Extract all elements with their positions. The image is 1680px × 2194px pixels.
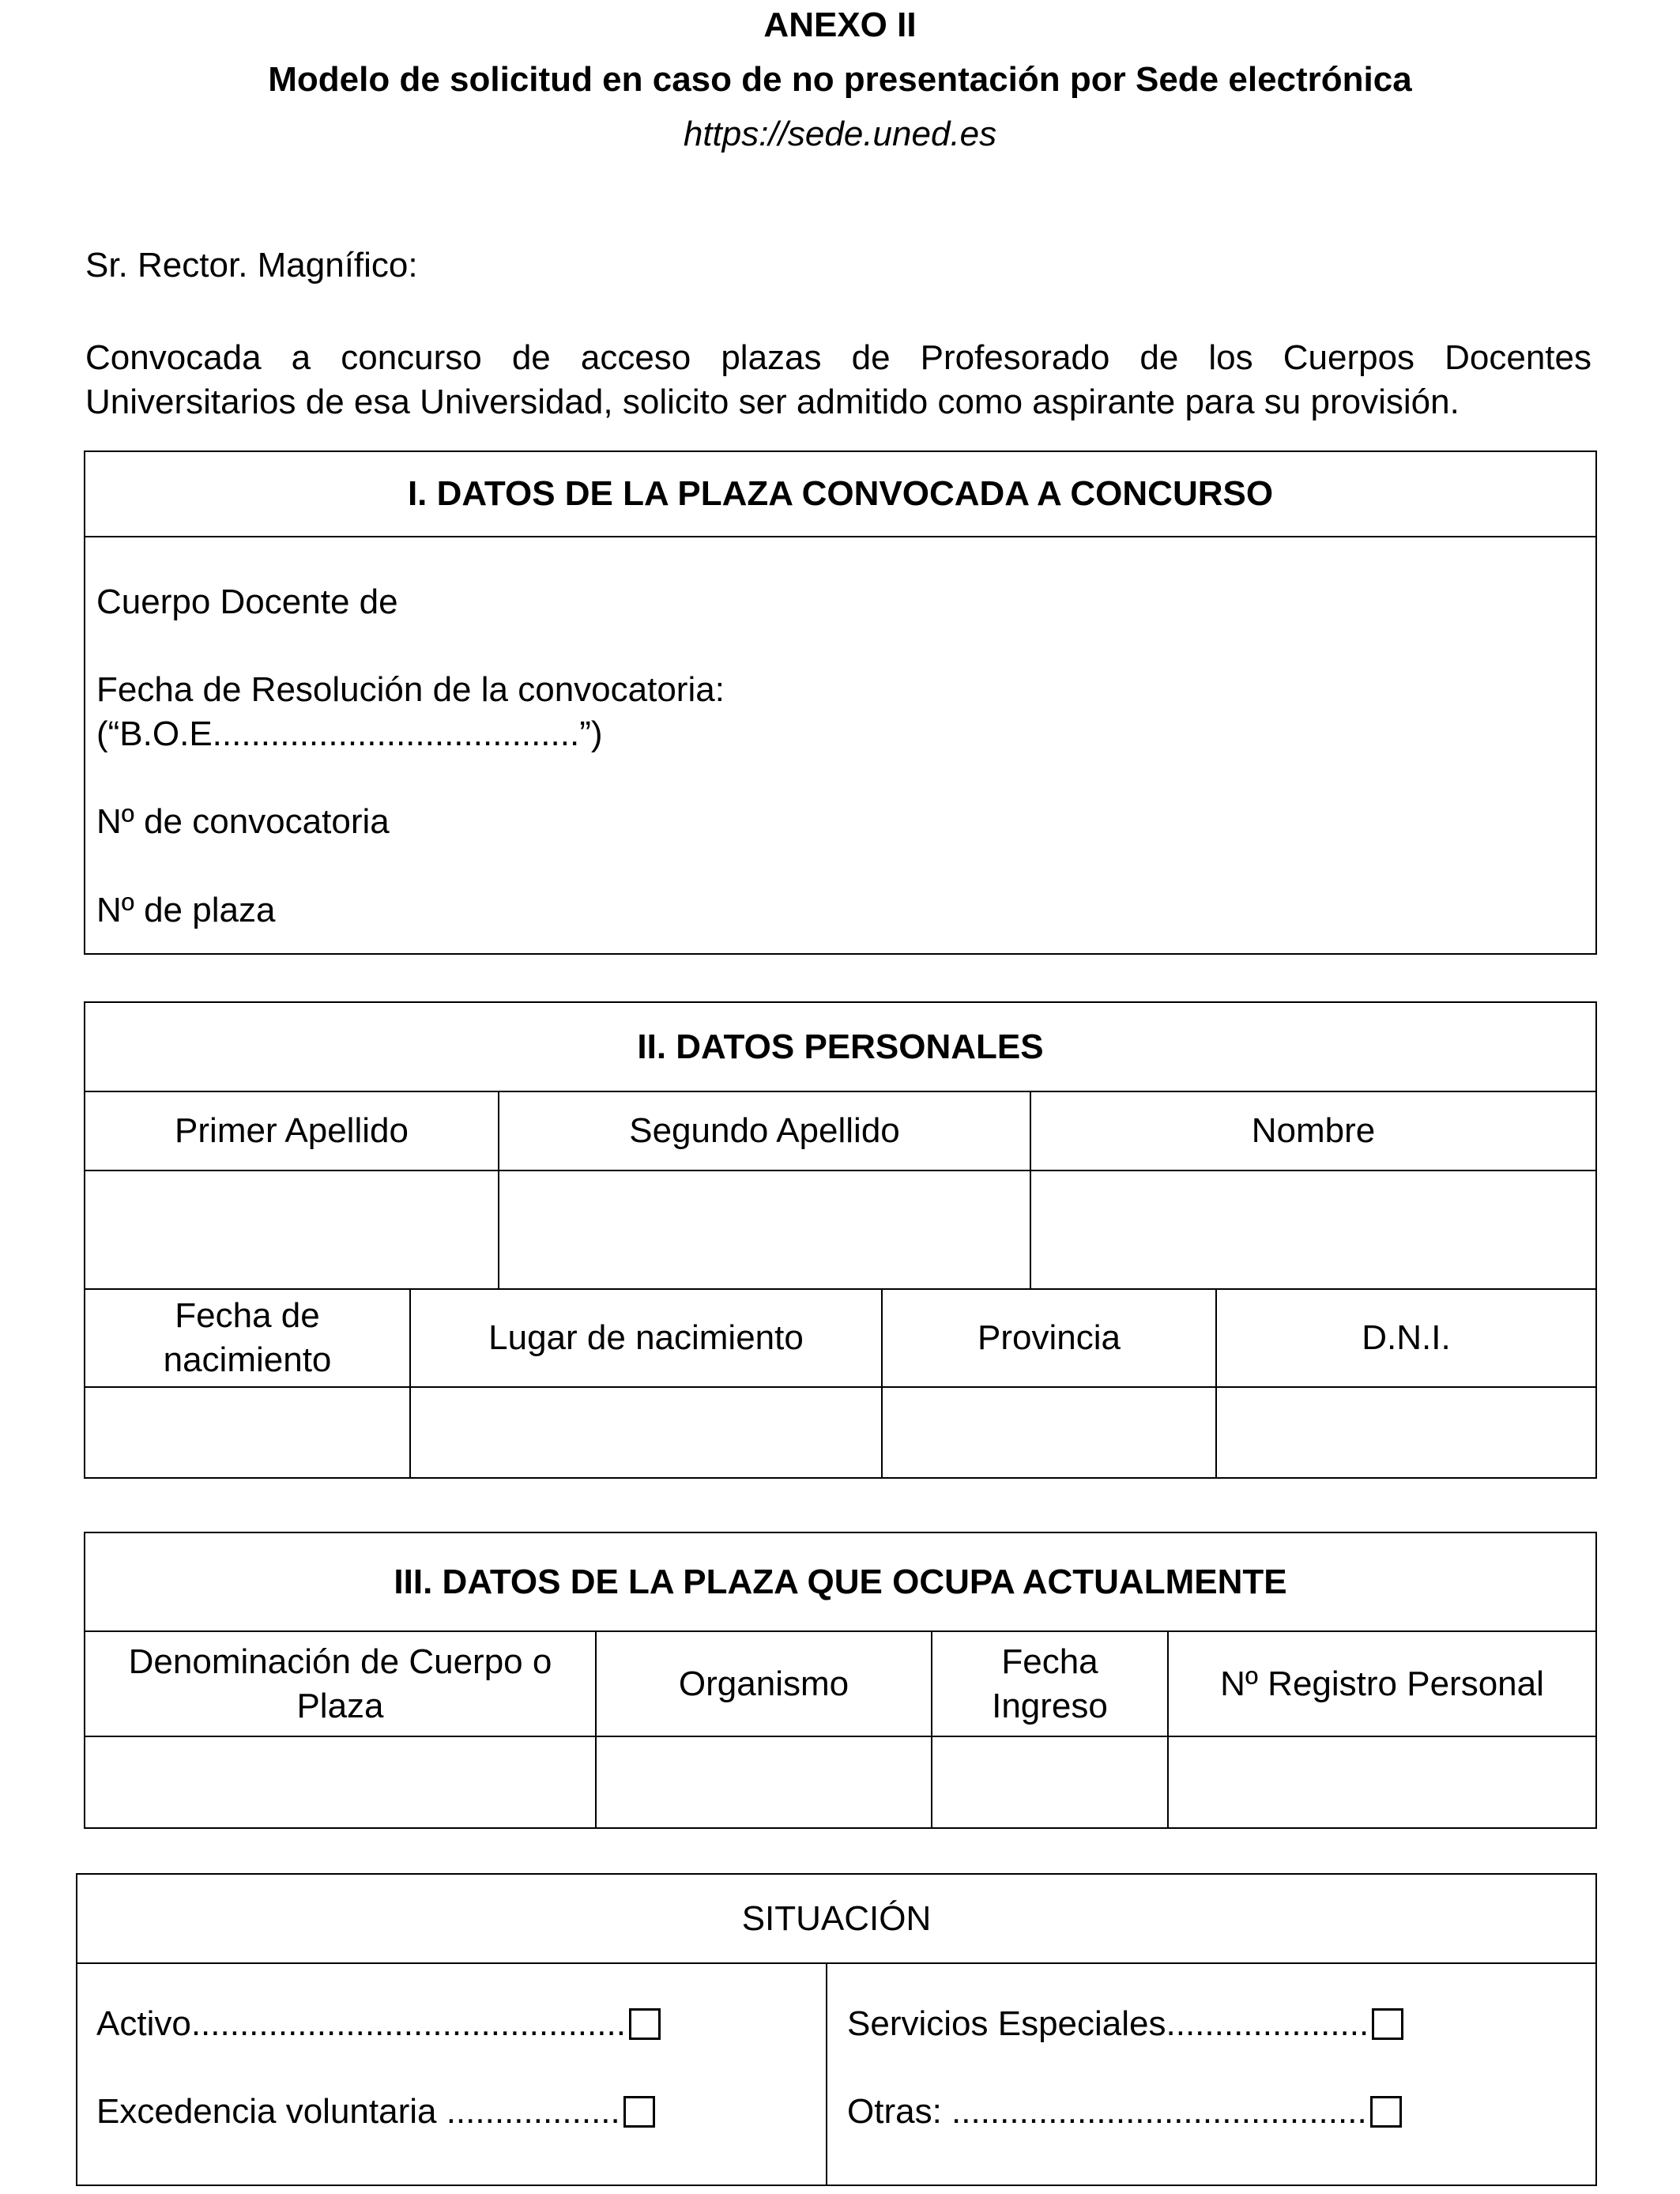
cuerpo-docente-label: Cuerpo Docente de	[96, 582, 398, 621]
header-dni: D.N.I.	[1362, 1318, 1451, 1357]
section-plaza-convocada	[84, 450, 1597, 955]
intro-line-1: Convocada a concurso de acceso plazas de Profesorado de los Cuerpos Docentes	[85, 338, 1591, 377]
divider	[826, 1962, 827, 2185]
section3-title: III. DATOS DE LA PLAZA QUE OCUPA ACTUALMENTE	[394, 1562, 1287, 1601]
servicios-checkbox[interactable]	[1372, 2008, 1403, 2040]
registro-personal-field[interactable]	[1169, 1737, 1595, 1827]
divider	[77, 1962, 1595, 1964]
section-situacion	[76, 1873, 1597, 2186]
header-nombre: Nombre	[1251, 1111, 1376, 1150]
otras-checkbox[interactable]	[1370, 2096, 1402, 2128]
header-denominacion: Denominación de Cuerpo o Plaza	[128, 1642, 552, 1725]
header-lugar-nacimiento: Lugar de nacimiento	[488, 1318, 804, 1357]
denominacion-field[interactable]	[85, 1737, 595, 1827]
excedencia-checkbox[interactable]	[623, 2096, 655, 2128]
activo-option[interactable]	[96, 2002, 661, 2046]
otras-label: Otras: ...........................................	[847, 2092, 1367, 2131]
num-convocatoria-label: Nº de convocatoria	[96, 802, 390, 841]
primer-apellido-field[interactable]	[85, 1171, 498, 1288]
section1-title: I. DATOS DE LA PLAZA CONVOCADA A CONCURSO	[407, 474, 1274, 513]
dni-field[interactable]	[1217, 1388, 1595, 1477]
header-registro-personal: Nº Registro Personal	[1220, 1664, 1544, 1703]
lugar-nacimiento-field[interactable]	[411, 1388, 881, 1477]
segundo-apellido-field[interactable]	[499, 1171, 1030, 1288]
sede-url: https://sede.uned.es	[683, 115, 997, 153]
activo-label: Activo.............................................	[96, 2004, 626, 2043]
section2-title: II. DATOS PERSONALES	[637, 1027, 1044, 1066]
activo-checkbox[interactable]	[629, 2008, 661, 2040]
header-fecha-ingreso: Fecha Ingreso	[992, 1642, 1108, 1725]
header-primer-apellido: Primer Apellido	[175, 1111, 409, 1150]
nombre-field[interactable]	[1031, 1171, 1595, 1288]
header-provincia: Provincia	[977, 1318, 1121, 1357]
situacion-title: SITUACIÓN	[741, 1898, 932, 1938]
servicios-option[interactable]	[847, 2002, 1403, 2046]
servicios-label: Servicios Especiales.....................	[847, 2004, 1369, 2043]
boe-label: (“B.O.E......................................”)	[96, 714, 603, 753]
section-plaza-actual	[84, 1532, 1597, 1829]
annex-title: ANEXO II	[763, 6, 917, 44]
fecha-nacimiento-field[interactable]	[85, 1388, 409, 1477]
header-organismo: Organismo	[678, 1664, 849, 1703]
header-fecha-nacimiento: Fecha de nacimiento	[163, 1296, 332, 1379]
fecha-ingreso-field[interactable]	[932, 1737, 1167, 1827]
excedencia-option[interactable]	[96, 2090, 655, 2134]
intro-line-2: Universitarios de esa Universidad, solicito ser admitido como aspirante para su provisión.	[85, 383, 1460, 421]
section-datos-personales	[84, 1001, 1597, 1479]
otras-option[interactable]	[847, 2090, 1402, 2134]
organismo-field[interactable]	[597, 1737, 931, 1827]
num-plaza-label: Nº de plaza	[96, 891, 276, 929]
fecha-resolucion-label: Fecha de Resolución de la convocatoria:	[96, 670, 725, 709]
excedencia-label: Excedencia voluntaria ..................	[96, 2092, 620, 2131]
salutation: Sr. Rector. Magnífico:	[85, 246, 418, 285]
provincia-field[interactable]	[883, 1388, 1215, 1477]
divider	[85, 536, 1595, 537]
form-subtitle: Modelo de solicitud en caso de no presentación por Sede electrónica	[268, 60, 1412, 99]
header-segundo-apellido: Segundo Apellido	[629, 1111, 900, 1150]
